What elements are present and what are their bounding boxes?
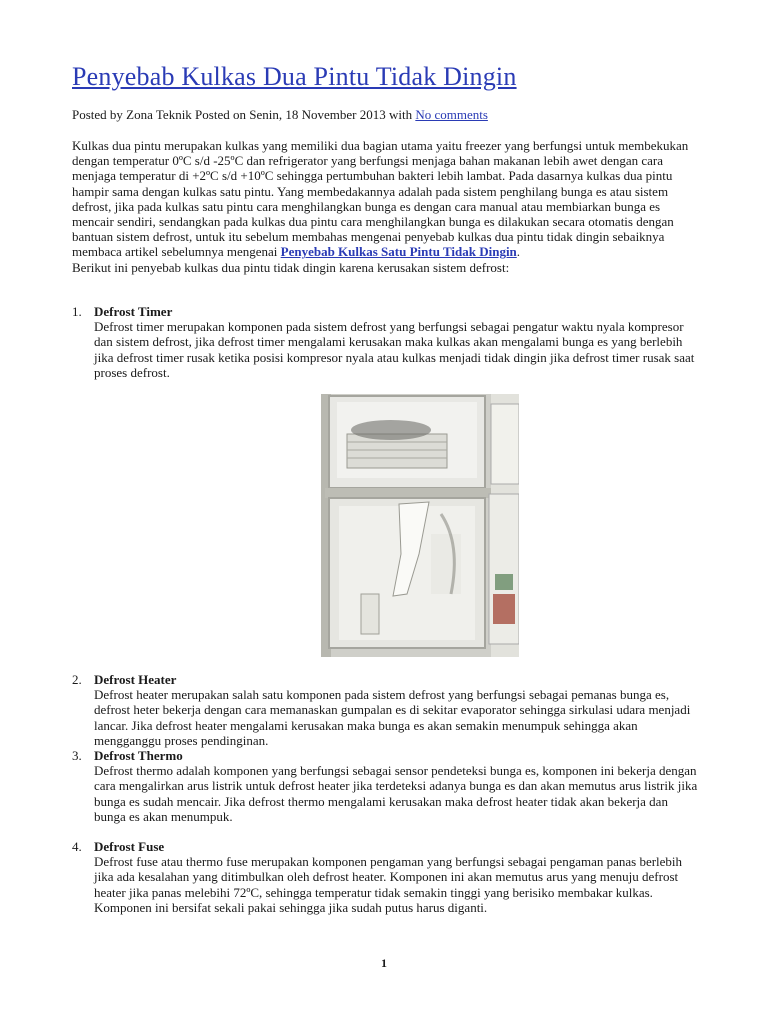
article-title[interactable]: Penyebab Kulkas Dua Pintu Tidak Dingin xyxy=(72,62,517,91)
list-item xyxy=(72,304,700,380)
list-number: 4. xyxy=(72,839,82,854)
list-item xyxy=(72,672,700,748)
list-item-heading: Defrost Heater xyxy=(94,672,177,687)
list-item-body: Defrost thermo adalah komponen yang berfungsi sebagai sensor pendeteksi bunga es, komponen ini bekerja dengan cara mengalirkan arus listrik untuk defrost heater jika terdeteksi adanya bunga es dan akan memutus arus listrik jika bunga es sudah mencair. Jika defrost thermo mengalami kerusakan maka defrost heater tidak akan bekerja dan bunga es akan menumpuk. xyxy=(94,763,698,824)
list-number: 2. xyxy=(72,672,82,687)
list-item xyxy=(72,839,700,915)
list-number: 1. xyxy=(72,304,82,319)
post-meta-text: Posted by Zona Teknik Posted on Senin, 18 November 2013 with xyxy=(72,107,416,122)
related-article-link[interactable]: Penyebab Kulkas Satu Pintu Tidak Dingin xyxy=(280,244,517,260)
list-item xyxy=(72,748,700,824)
comments-link[interactable]: No comments xyxy=(415,107,488,122)
list-item-heading: Defrost Timer xyxy=(94,304,173,319)
intro-paragraph xyxy=(72,138,702,275)
list-number: 3. xyxy=(72,748,82,763)
list-item-body: Defrost fuse atau thermo fuse merupakan komponen pengaman yang berfungsi sebagai pengaman panas berlebih jika ada kesalahan yang ditimbulkan oleh defrost heater. Komponen ini akan memutus arus yang menuju defrost heater jika panas melebihi 72ºC, sehingga temperatur tidak semakin tinggi yang berisiko membakar kulkas. Komponen ini bersifat sekali pakai sehingga jika sudah putus harus diganti. xyxy=(94,854,683,915)
intro-line-2: Berikut ini penyebab kulkas dua pintu tidak dingin karena kerusakan sistem defrost: xyxy=(72,259,510,275)
post-meta xyxy=(72,107,488,123)
page-number: 1 xyxy=(381,956,387,970)
refrigerator-photo xyxy=(321,394,519,657)
list-item-heading: Defrost Thermo xyxy=(94,748,183,763)
intro-text: Kulkas dua pintu merupakan kulkas yang memiliki dua bagian utama yaitu freezer yang berfungsi untuk membekukan dengan temperatur 0ºC s/d -25ºC dan refrigerator yang berfungsi menjaga bahan makanan lebih awet dengan cara menjaga temperatur di +2ºC s/d +10ºC sehingga pertumbuhan bakteri lebih lambat. Pada dasarnya kulkas dua pintu hampir sama dengan kulkas satu pintu. Yang membedakannya adalah pada sistem penghilang bunga es atau sistem defrost, jika pada kulkas satu pintu cara menghilangkan bunga es dengan cara manual atau membiarkan bunga es mencair sendiri, sendangkan pada kulkas dua pintu cara menghilangkan bunga es dilakukan secara otomatis dengan bantuan sistem defrost, untuk itu sebelum membahas mengenai penyebab kulkas dua pintu tidak dingin sebaiknya membaca artikel sebelumnya mengenai xyxy=(72,138,689,260)
list-item-heading: Defrost Fuse xyxy=(94,839,165,854)
list-item-body: Defrost heater merupakan salah satu komponen pada sistem defrost yang berfungsi sebagai pemanas bunga es, defrost heter bekerja dengan cara memanaskan gumpalan es di sekitar evaporator sehingga sirkulasi udara menjadi lancar. Jika defrost heater mengalami kerusakan maka bunga es akan semakin menumpuk sehingga akan mengganggu proses pendinginan. xyxy=(94,687,691,748)
intro-text-end: . xyxy=(516,244,521,260)
list-item-body: Defrost timer merupakan komponen pada sistem defrost yang berfungsi sebagai pengatur waktu nyala kompresor dan sistem defrost, jika defrost timer mengalami kerusakan maka kulkas akan mengalami bunga es yang berlebih jika defrost timer rusak ketika posisi kompresor nyala atau kulkas menjadi tidak dingin jika defrost timer rusak saat proses defrost. xyxy=(94,319,695,380)
